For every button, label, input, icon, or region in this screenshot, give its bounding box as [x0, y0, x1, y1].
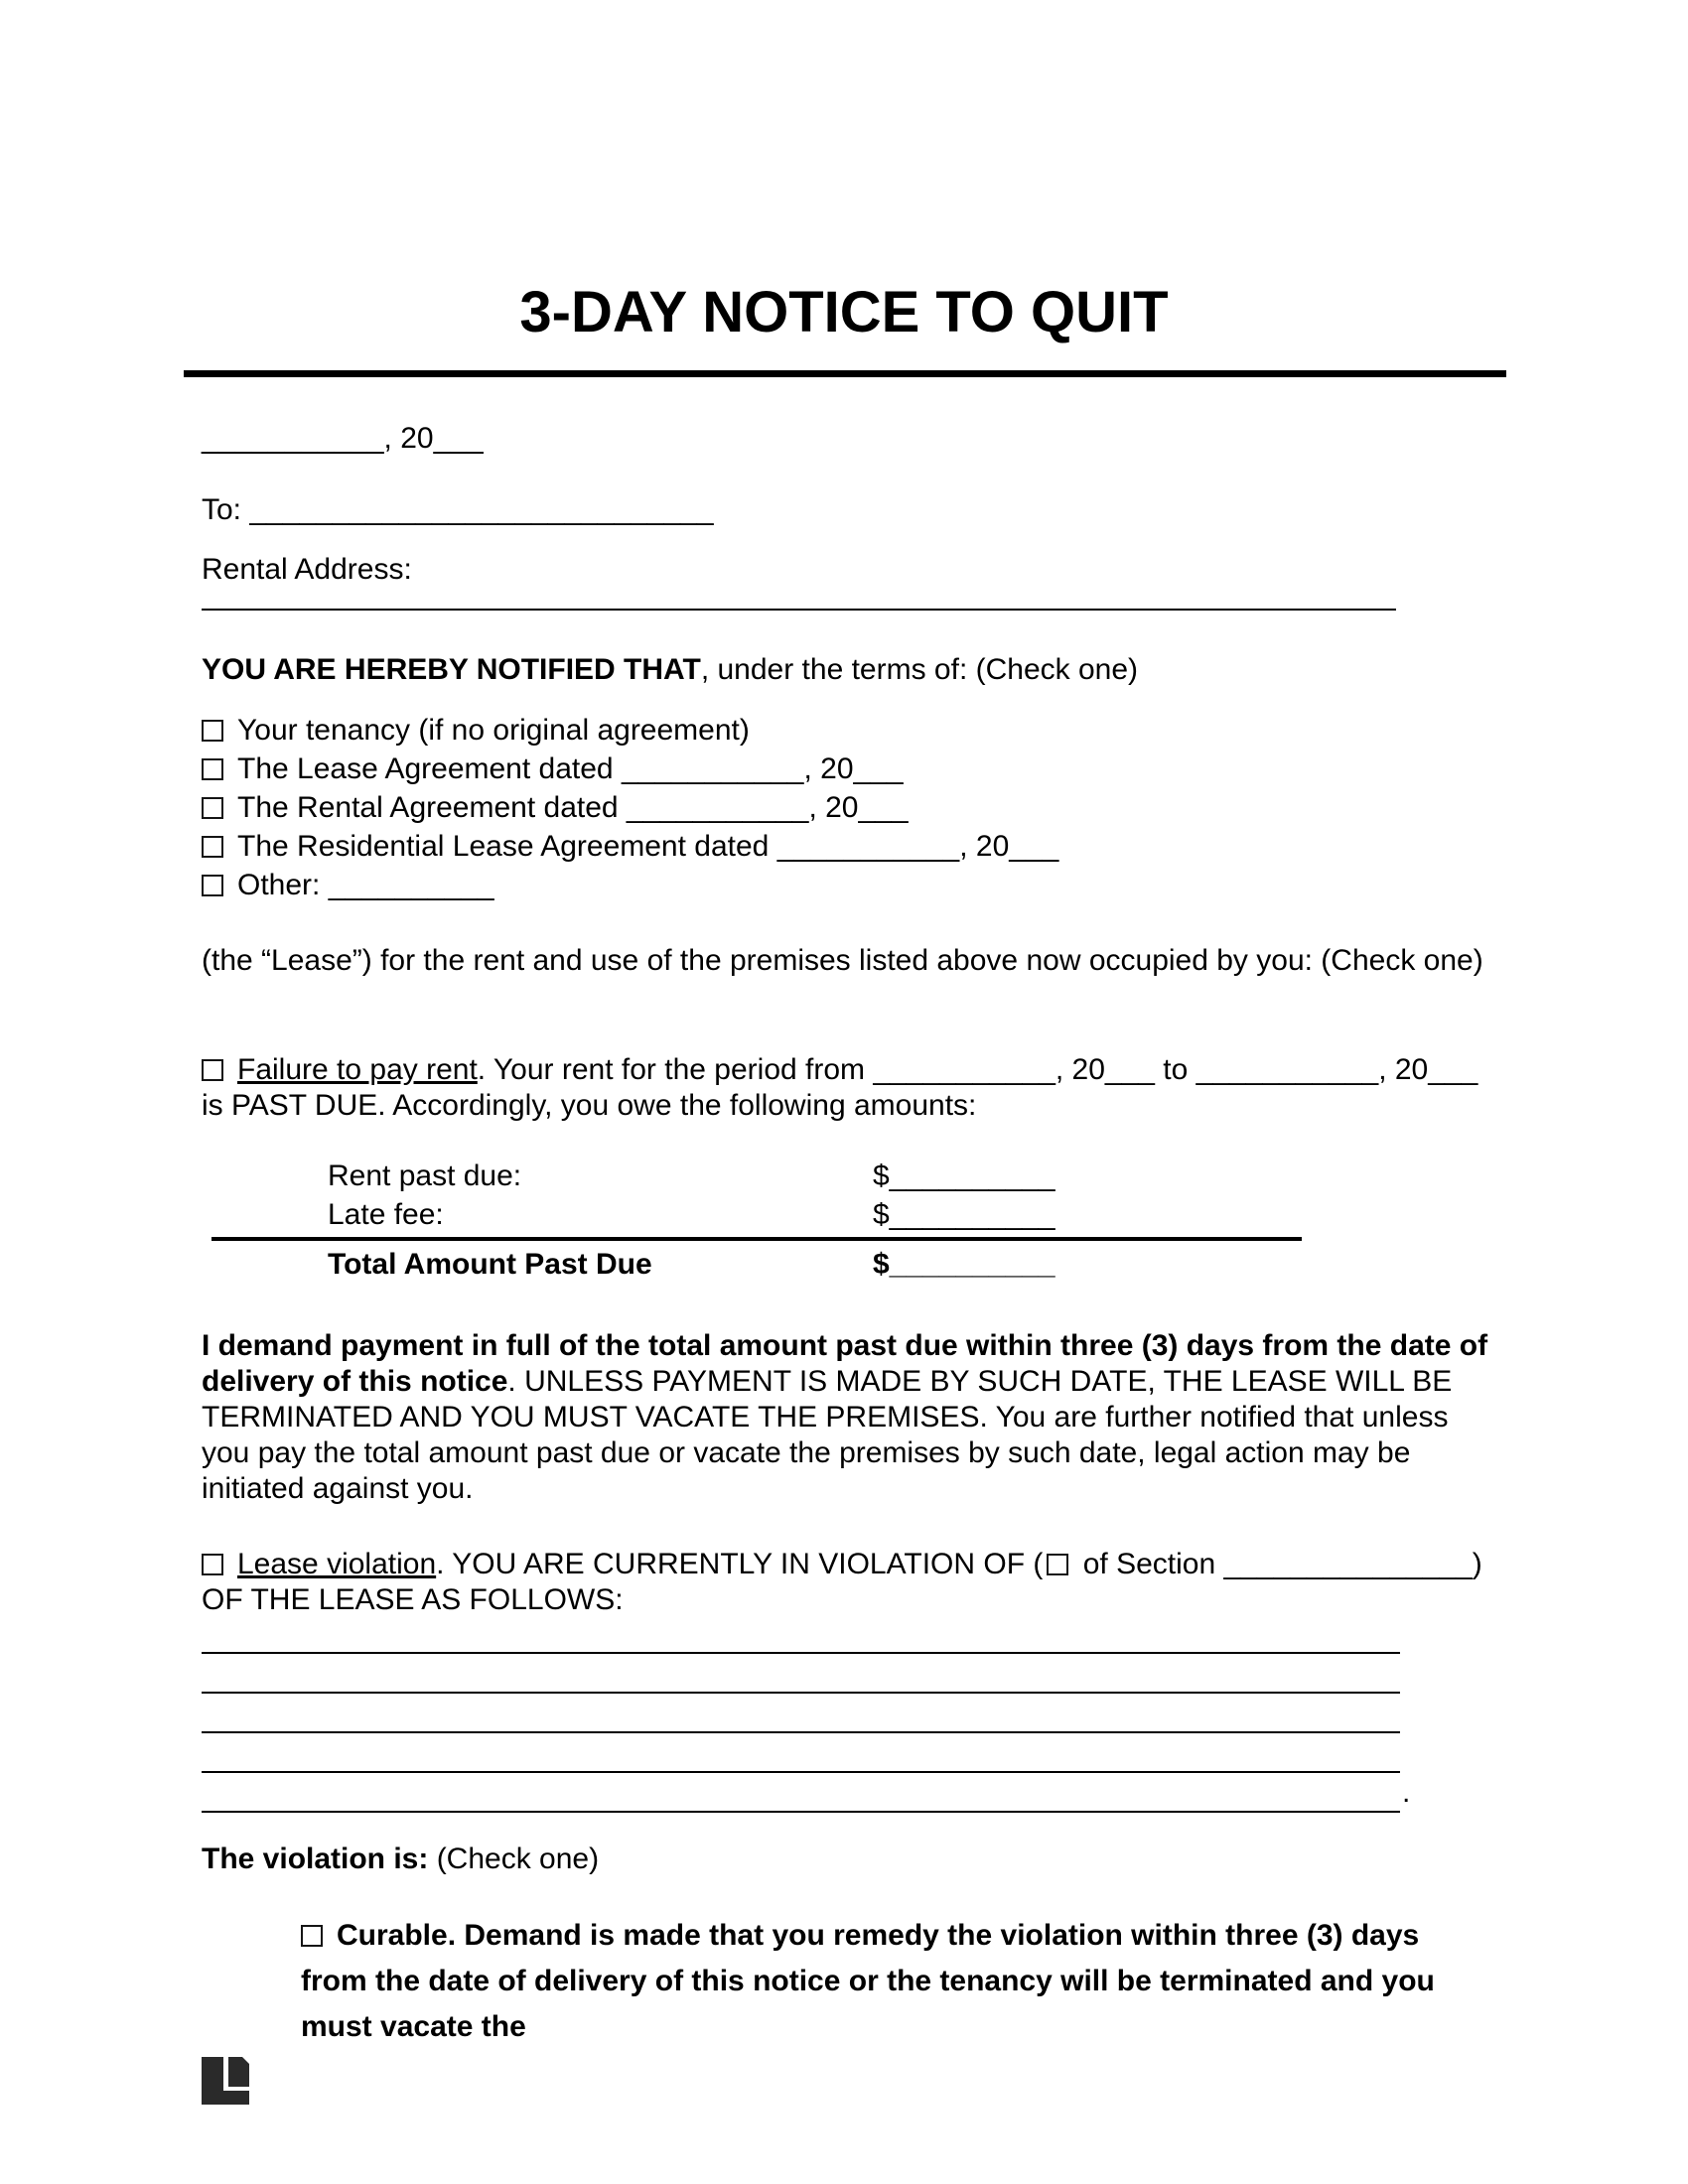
- lease-type-options: [202, 711, 1490, 904]
- violation-is-rest: (Check one): [428, 1843, 600, 1875]
- violation-blank-line[interactable]: [202, 1694, 1400, 1733]
- failure-to-pay-rent-paragraph: [202, 1052, 1490, 1124]
- total-past-due-label: Total Amount Past Due: [328, 1248, 652, 1281]
- checkbox-residential-lease-agreement[interactable]: [202, 836, 223, 858]
- violation-tail: ) OF THE LEASE AS FOLLOWS:: [202, 1548, 1482, 1616]
- option-row: [202, 711, 1490, 750]
- violation-line-period: .: [1402, 1776, 1411, 1809]
- amounts-divider: [211, 1237, 1302, 1241]
- lease-violation-underlined: Lease violation: [237, 1548, 437, 1580]
- violation-is-bold: The violation is:: [202, 1843, 429, 1875]
- to-blank[interactable]: ____________________________: [249, 493, 714, 526]
- rent-past-due-label: Rent past due:: [328, 1160, 522, 1192]
- title-rule: [184, 370, 1506, 377]
- checkbox-of-section[interactable]: [1047, 1554, 1068, 1575]
- date-line: [202, 421, 1490, 457]
- date-blank[interactable]: ___________, 20___: [202, 422, 484, 455]
- logo-icon: [202, 2057, 249, 2105]
- option-label: The Residential Lease Agreement dated ___________, 20___: [237, 830, 1059, 863]
- option-label: The Lease Agreement dated ___________, 20___: [237, 752, 904, 785]
- violation-description-lines: [202, 1614, 1400, 1813]
- option-label: The Rental Agreement dated ___________, 20___: [237, 791, 909, 824]
- checkbox-other[interactable]: [202, 875, 223, 896]
- late-fee-label: Late fee:: [328, 1198, 444, 1231]
- checkbox-lease-violation[interactable]: [202, 1554, 223, 1575]
- rental-address-label: Rental Address:: [202, 553, 412, 586]
- rental-address-blank-line[interactable]: [202, 576, 1396, 611]
- demand-rest: . UNLESS PAYMENT IS MADE BY SUCH DATE, THE LEASE WILL BE TERMINATED AND YOU MUST VACATE THE PREMISES. You are further notified that unless you pay the total amount past due or vacate the premises by such date, legal action may be initiated against you.: [202, 1365, 1453, 1505]
- notified-line: [202, 652, 1490, 688]
- checkbox-rental-agreement[interactable]: [202, 797, 223, 819]
- option-label: Your tenancy (if no original agreement): [237, 714, 750, 747]
- total-past-due-blank[interactable]: $__________: [873, 1248, 1055, 1281]
- page-title-text: 3-DAY NOTICE TO QUIT: [519, 280, 1169, 344]
- legal-templates-logo: [202, 2057, 249, 2105]
- notified-bold: YOU ARE HEREBY NOTIFIED THAT: [202, 653, 701, 686]
- checkbox-curable[interactable]: [301, 1925, 323, 1947]
- violation-blank-line[interactable]: [202, 1773, 1400, 1813]
- violation-after-box: of Section: [1074, 1548, 1224, 1580]
- option-row: [202, 827, 1490, 866]
- curable-text: Curable. Demand is made that you remedy the violation within three (3) days from the date of delivery of this notice or the tenancy will be terminated and you must vacate the: [301, 1919, 1435, 2043]
- option-row: [202, 866, 1490, 904]
- page-title: [0, 282, 1688, 343]
- checkbox-your-tenancy[interactable]: [202, 720, 223, 742]
- amount-row-total: [202, 1245, 1490, 1284]
- violation-blank-line[interactable]: [202, 1733, 1400, 1773]
- late-fee-blank[interactable]: $__________: [873, 1198, 1055, 1231]
- violation-is-line: [202, 1842, 1490, 1877]
- checkbox-lease-agreement[interactable]: [202, 758, 223, 780]
- lease-paragraph: (the “Lease”) for the rent and use of the premises listed above now occupied by you: (Check one): [202, 944, 1483, 977]
- amount-row-rent: [202, 1157, 1490, 1195]
- curable-paragraph: [301, 1913, 1488, 2050]
- option-label: Other: __________: [237, 869, 494, 901]
- to-line: [202, 492, 1490, 528]
- option-row: [202, 788, 1490, 827]
- section-blank[interactable]: _______________: [1223, 1548, 1473, 1580]
- lease-violation-paragraph: [202, 1547, 1490, 1618]
- notified-rest: , under the terms of: (Check one): [700, 653, 1139, 686]
- to-label: To:: [202, 493, 250, 526]
- rent-past-due-blank[interactable]: $__________: [873, 1160, 1055, 1192]
- checkbox-failure-to-pay-rent[interactable]: [202, 1059, 223, 1081]
- violation-blank-line[interactable]: [202, 1614, 1400, 1654]
- violation-before-box: . YOU ARE CURRENTLY IN VIOLATION OF (: [436, 1548, 1044, 1580]
- demand-bold: I demand payment in full of the total amount past due within three (3) days from the date of delivery of this notice: [202, 1329, 1488, 1398]
- option-row: [202, 750, 1490, 788]
- demand-paragraph: [202, 1328, 1490, 1507]
- failure-rest: . Your rent for the period from ___________, 20___ to ___________, 20___ is PAST DUE. Accordingly, you owe the following amounts:: [202, 1053, 1478, 1122]
- violation-blank-line[interactable]: [202, 1654, 1400, 1694]
- amount-row-late-fee: [202, 1195, 1490, 1234]
- failure-underlined: Failure to pay rent: [237, 1053, 478, 1086]
